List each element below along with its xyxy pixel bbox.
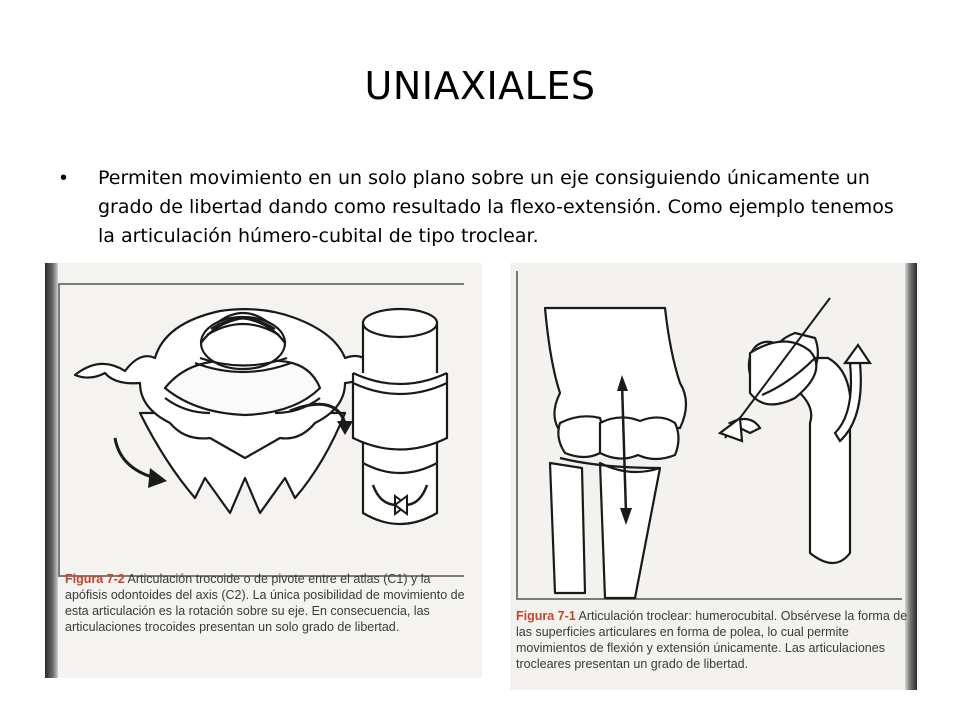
slide-title: UNIAXIALES (364, 64, 596, 108)
figure-label: Figura 7-2 (65, 572, 125, 586)
bullet-text: Permiten movimiento en un solo plano sobre un eje consiguiendo únicamente un grado de libertad dando como resultado la flexo-extensión. Como ejemplo tenemos la articulación húmero-cubital de tipo troclear. (98, 167, 894, 247)
figure-label: Figura 7-1 (516, 609, 576, 623)
figure-caption-left (65, 571, 475, 635)
caption-text: Articulación troclear: humerocubital. Obsérvese la forma de las superficies articulares en forma de polea, lo cual permite movimientos de flexión y extensión únicamente. Las articulaciones trocleares presentan un grado de libertad. (516, 609, 908, 671)
figure-trochlear-joint (510, 263, 917, 690)
bullet-dot-icon: • (60, 167, 68, 189)
trochlear-joint-illustration (510, 263, 917, 603)
figure-caption-right (516, 608, 908, 672)
figure-pivot-joint (45, 263, 482, 678)
pivot-joint-illustration (45, 263, 482, 573)
caption-text: Articulación trocoide o de pivote entre el atlas (C1) y la apófisis odontoides del axis (C2). La única posibilidad de movimiento de esta articulación es la rotación sobre su eje. En consecuencia, las articulaciones trocoides presentan un solo grado de libertad. (65, 572, 465, 634)
